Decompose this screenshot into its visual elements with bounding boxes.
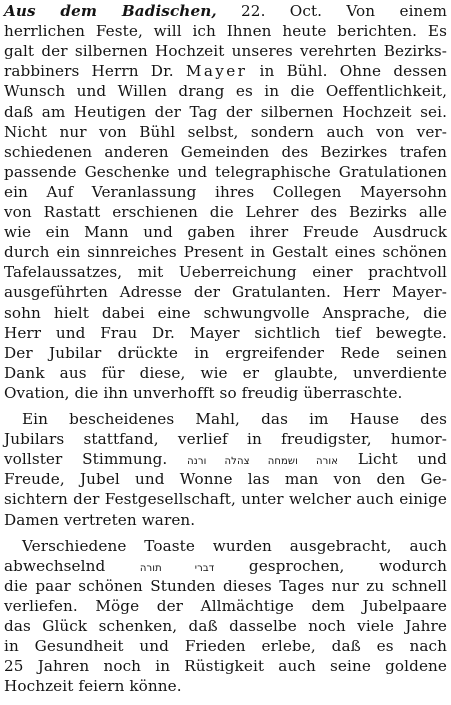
line-segment: vollster Stimmung.: [4, 450, 168, 469]
article-line: [4, 556, 447, 576]
line-segment: in Bühl. Ohne dessen: [247, 62, 447, 81]
article-line: die paar schönen Stunden dieses Tages nur zu schnell: [4, 576, 447, 595]
dateline-text: 22. Oct. Von einem: [216, 2, 447, 20]
article-line: Dank aus für diese, wie er glaubte, unverdiente: [4, 363, 447, 382]
article-line: sohn hielt dabei eine schwungvolle Ansprache, die: [4, 303, 447, 322]
article-line: Damen vertreten waren.: [4, 510, 196, 529]
article-line: ein Auf Veranlassung ihres Collegen Mayersohn: [4, 182, 447, 201]
article-line: Herr und Frau Dr. Mayer sichtlich tief bewegte.: [4, 323, 447, 342]
article-line: wie ein Mann und gaben ihrer Freude Ausdruck: [4, 223, 447, 242]
article-line: verliefen. Möge der Allmächtige dem Jubelpaare: [4, 596, 447, 615]
article-line: 25 Jahren noch in Rüstigkeit auch seine goldene: [4, 657, 447, 676]
line-segment: abwechselnd: [4, 556, 106, 575]
article-line: Tafelaussatzes, mit Ueberreichung einer prachtvoll: [4, 263, 447, 282]
article-line: [4, 1, 447, 21]
hebrew-phrase: אורה ושמחה צהלה ורנה: [187, 456, 339, 468]
article-line: Freude, Jubel und Wonne las man von den Ge-: [4, 470, 447, 489]
hebrew-phrase: דברי תורה: [139, 562, 215, 574]
article-line: [4, 61, 447, 81]
article-line: Nicht nur von Bühl selbst, sondern auch von ver-: [4, 122, 447, 141]
article-line: Ovation, die ihn unverhofft so freudig überraschte.: [4, 383, 403, 402]
article-line: daß am Heutigen der Tag der silbernen Hochzeit sei.: [4, 102, 447, 121]
article-line: Hochzeit feiern könne.: [4, 677, 182, 696]
article-line: in Gesundheit und Frieden erlebe, daß es nach: [4, 637, 447, 656]
article-line: Jubilars stattfand, verlief in freudigster, humor-: [4, 430, 447, 449]
article-line: durch ein sinnreiches Present in Gestalt eines schönen: [4, 243, 447, 262]
article-line: schiedenen anderen Gemeinden des Bezirkes trafen: [4, 142, 447, 161]
article-line: von Rastatt erschienen die Lehrer des Bezirks alle: [4, 203, 447, 221]
article-line: das Glück schenken, daß dasselbe noch viele Jahre: [4, 617, 447, 635]
article-line: ausgeführten Adresse der Gratulanten. Herr Mayer-: [4, 283, 447, 302]
rabbi-name: Mayer: [185, 62, 248, 81]
article-headline: Aus dem Badischen,: [4, 2, 217, 20]
article-line: passende Geschenke und telegraphische Gratulationen: [4, 162, 447, 181]
article-line: galt der silbernen Hochzeit unseres verehrten Bezirks-: [4, 42, 447, 61]
line-segment: gesprochen, wodurch: [248, 556, 447, 575]
article-line: [4, 449, 447, 469]
line-segment: Licht und: [357, 450, 447, 469]
line-segment: rabbiners Herrn Dr.: [4, 62, 186, 81]
article-line: sichtern der Festgesellschaft, unter welcher auch einige: [4, 490, 447, 509]
article-line: Verschiedene Toaste wurden ausgebracht, auch: [22, 536, 447, 555]
article-line: Der Jubilar drückte in ergreifender Rede seinen: [4, 343, 447, 362]
article-line: herrlichen Feste, will ich Ihnen heute berichten. Es: [4, 22, 447, 41]
article-line: Ein bescheidenes Mahl, das im Hause des: [22, 410, 447, 428]
article-line: Wunsch und Willen drang es in die Oeffentlichkeit,: [4, 82, 447, 101]
